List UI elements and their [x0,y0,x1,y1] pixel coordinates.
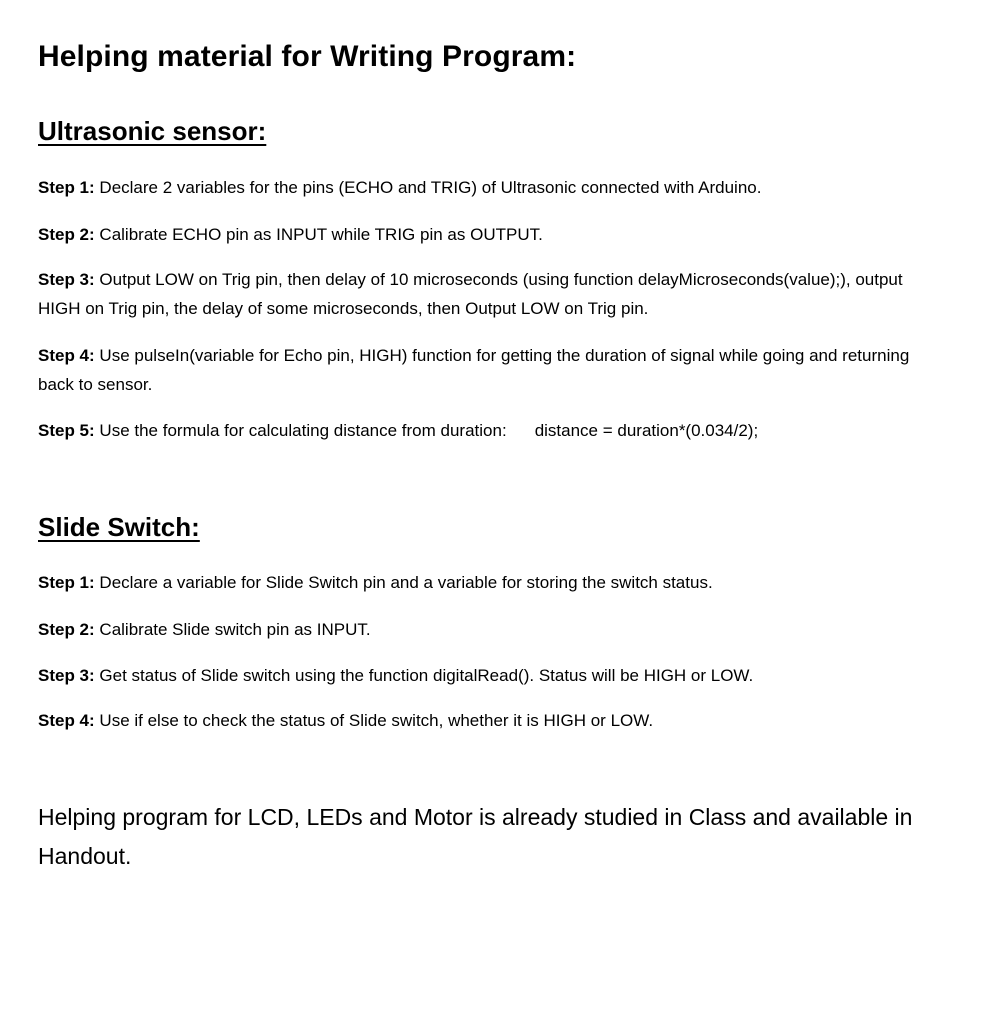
step-text: Use if else to check the status of Slide switch, whether it is HIGH or LOW. [99,711,654,730]
step-label: Step 4: [38,346,95,365]
step-label: Step 1: [38,573,95,592]
step-text: Calibrate Slide switch pin as INPUT. [99,620,371,639]
ultrasonic-heading: Ultrasonic sensor: [38,116,267,146]
slide-switch-heading: Slide Switch: [38,512,200,542]
step-text: Output LOW on Trig pin, then delay of 10 microseconds (using function delayMicroseconds(value);), output HIGH on Trig pin, the delay of some microseconds, then Output LOW on Trig pin. [38,270,903,318]
step-label: Step 5: [38,421,95,440]
slide-switch-step-1 [38,568,948,597]
step-text: Declare a variable for Slide Switch pin and a variable for storing the switch status. [99,573,713,592]
step-text: Use pulseIn(variable for Echo pin, HIGH) function for getting the duration of signal while going and returning back to sensor. [38,346,910,394]
slide-switch-step-2 [38,615,948,644]
page-title: Helping material for Writing Program: [38,40,577,73]
closing-note: Helping program for LCD, LEDs and Motor is already studied in Class and available in Handout. [38,804,913,869]
step-label: Step 2: [38,620,95,639]
step-label: Step 3: [38,666,95,685]
ultrasonic-step-3 [38,265,948,323]
step-text: Calibrate ECHO pin as INPUT while TRIG pin as OUTPUT. [99,225,543,244]
step-text: Use the formula for calculating distance from duration: [99,421,507,440]
ultrasonic-step-5 [38,416,948,445]
ultrasonic-step-4 [38,341,948,399]
slide-switch-step-3 [38,661,948,690]
distance-formula: distance = duration*(0.034/2); [534,421,759,440]
ultrasonic-step-2 [38,220,948,249]
slide-switch-step-4 [38,706,948,735]
step-label: Step 2: [38,225,95,244]
step-label: Step 1: [38,178,95,197]
ultrasonic-step-1 [38,173,948,202]
step-text: Get status of Slide switch using the function digitalRead(). Status will be HIGH or LOW. [99,666,754,685]
step-label: Step 3: [38,270,95,289]
step-text: Declare 2 variables for the pins (ECHO and TRIG) of Ultrasonic connected with Arduino. [99,178,762,197]
step-label: Step 4: [38,711,95,730]
